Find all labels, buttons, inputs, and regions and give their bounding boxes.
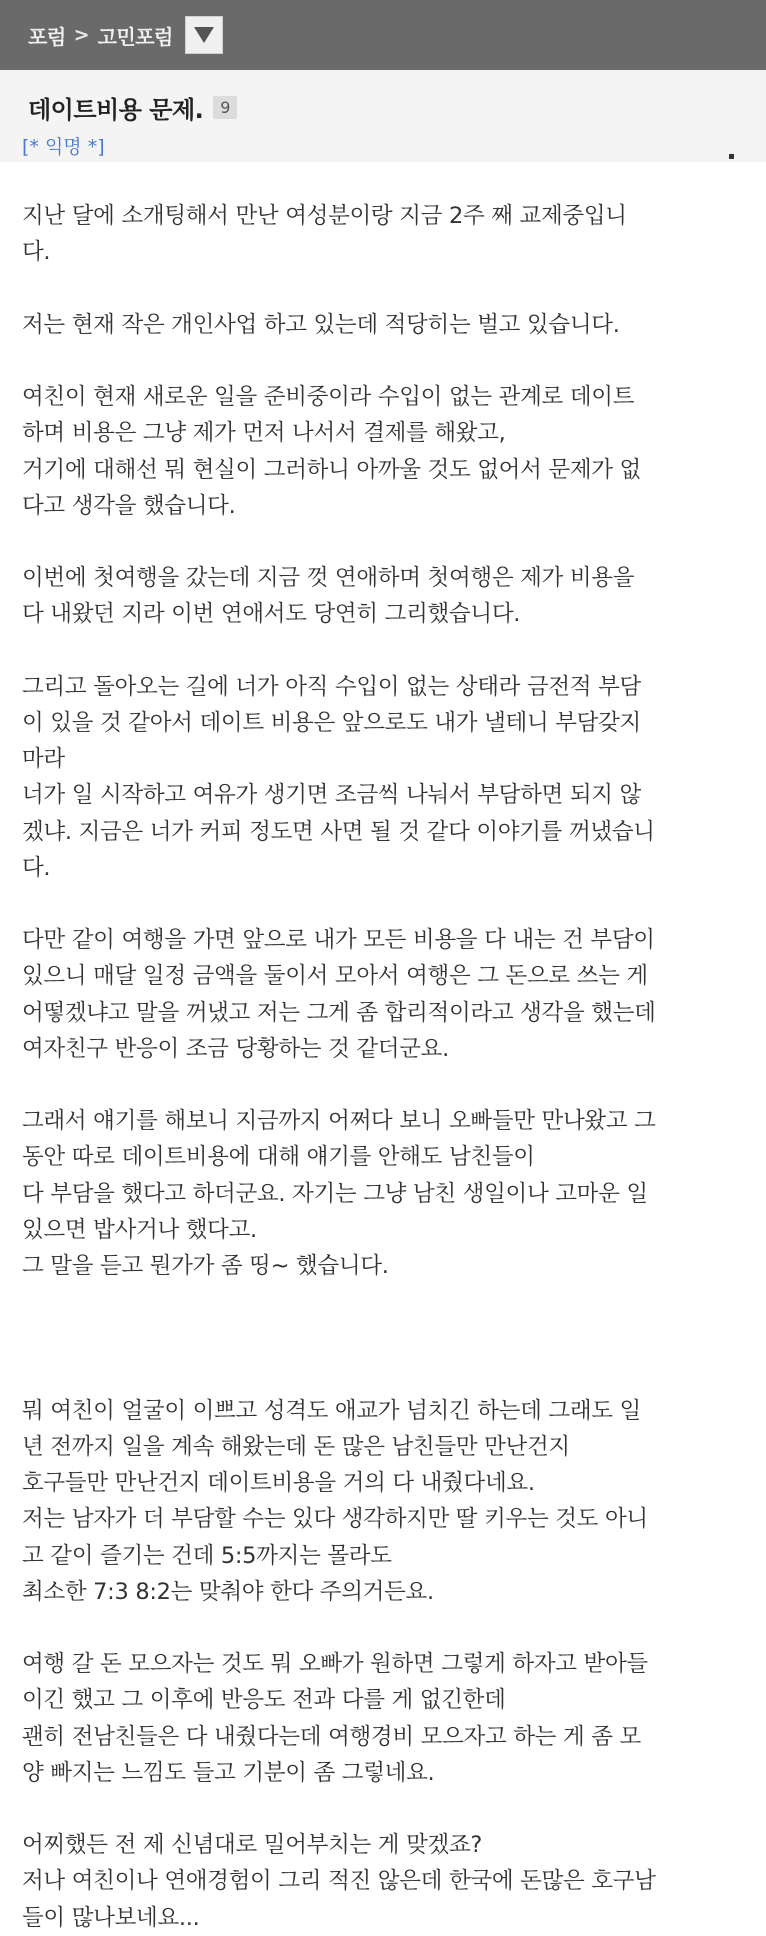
comment-count-badge[interactable]: 9 (213, 96, 237, 119)
body-line: 다. (22, 854, 51, 881)
paragraph-5 (22, 669, 762, 886)
body-line: 다고 생각을 했습니다. (22, 492, 236, 519)
paragraph-8 (22, 1393, 762, 1610)
body-line: 이긴 했고 그 이후에 반응도 전과 다를 게 없긴한데 (22, 1687, 506, 1714)
body-line: 다 내왔던 지라 이번 연애서도 당연히 그리했습니다. (22, 601, 521, 628)
body-line: 그래서 얘기를 해보니 지금까지 어쩌다 보니 오빠들만 만나왔고 그 (22, 1108, 656, 1135)
body-line: 최소한 7:3 8:2는 맞춰야 한다 주의거든요. (22, 1578, 434, 1605)
body-line: 마라 (22, 746, 65, 773)
body-line: 있으니 매달 일정 금액을 둘이서 모아서 여행은 그 돈으로 쓰는 게 (22, 963, 648, 990)
body-line: 괜히 전남친들은 다 내줬다는데 여행경비 모으자고 하는 게 좀 모 (22, 1723, 641, 1750)
body-line: 고 같이 즐기는 건데 5:5까지는 몰라도 (22, 1542, 392, 1569)
paragraph-4 (22, 560, 762, 632)
triangle-down-icon (193, 26, 215, 44)
body-line: 양 빠지는 느낌도 들고 기분이 좀 그렇네요. (22, 1759, 435, 1786)
body-line: 호구들만 만난건지 데이트비용을 거의 다 내줬다네요. (22, 1470, 535, 1497)
body-line: 다 부담을 했다고 하더군요. 자기는 그냥 남친 생일이나 고마운 일 (22, 1180, 648, 1207)
breadcrumb-separator: > (73, 24, 90, 46)
paragraph-1 (22, 198, 762, 270)
body-line: 저는 남자가 더 부담할 수는 있다 생각하지만 딸 키우는 것도 아니 (22, 1506, 648, 1533)
body-line: 그 말을 듣고 뭔가가 좀 띵~ 했습니다. (22, 1252, 389, 1279)
body-line: 하며 비용은 그냥 제가 먼저 나서서 결제를 해왔고, (22, 420, 506, 447)
body-line: 여친이 현재 새로운 일을 준비중이라 수입이 없는 관계로 데이트 (22, 384, 635, 411)
body-line: 다. (22, 239, 51, 266)
body-line: 저는 현재 작은 개인사업 하고 있는데 적당히는 벌고 있습니다. (22, 311, 620, 338)
body-line: 동안 따로 데이트비용에 대해 얘기를 안해도 남친들이 (22, 1144, 535, 1171)
paragraph-3 (22, 379, 762, 524)
body-line: 년 전까지 일을 계속 해왔는데 돈 많은 남친들만 만난건지 (22, 1433, 570, 1460)
body-line: 어떻겠냐고 말을 꺼냈고 저는 그게 좀 합리적이라고 생각을 했는데 (22, 999, 656, 1026)
body-line: 여자친구 반응이 조금 당황하는 것 같더군요. (22, 1035, 449, 1062)
paragraph-2 (22, 307, 762, 343)
body-line: 이 있을 것 같아서 데이트 비용은 앞으로도 내가 낼테니 부담갖지 (22, 709, 641, 736)
body-line: 들이 많나보네요... (22, 1904, 200, 1931)
forum-navbar (0, 0, 766, 70)
body-line: 여행 갈 돈 모으자는 것도 뭐 오빠가 원하면 그렇게 하자고 받아들 (22, 1651, 648, 1678)
body-line: 거기에 대해선 뭐 현실이 그러하니 아까울 것도 없어서 문제가 없 (22, 456, 641, 483)
body-line: 다만 같이 여행을 가면 앞으로 내가 모든 비용을 다 내는 건 부담이 (22, 927, 655, 954)
body-line: 어찌했든 전 제 신념대로 밀어부치는 게 맞겠죠? (22, 1832, 483, 1859)
body-line: 지난 달에 소개팅해서 만난 여성분이랑 지금 2주 째 교제중입니 (22, 203, 627, 230)
breadcrumb-forum[interactable]: 포럼 (28, 24, 66, 49)
body-line: 겠냐. 지금은 너가 커피 정도면 사면 될 것 같다 이야기를 꺼냈습니 (22, 818, 655, 845)
post-body (22, 162, 762, 1936)
body-line: 이번에 첫여행을 갔는데 지금 껏 연애하며 첫여행은 제가 비용을 (22, 565, 635, 592)
more-menu-dot[interactable] (729, 154, 734, 159)
board-dropdown-button[interactable] (185, 16, 223, 54)
paragraph-10 (22, 1827, 762, 1936)
post-title: 데이트비용 문제. (28, 96, 204, 124)
post-header (0, 70, 766, 162)
body-line: 저나 여친이나 연애경험이 그리 적진 않은데 한국에 돈많은 호구남 (22, 1868, 656, 1895)
body-line: 그리고 돌아오는 길에 너가 아직 수입이 없는 상태라 금전적 부담 (22, 673, 641, 700)
body-line: 너가 일 시작하고 여유가 생기면 조금씩 나눠서 부담하면 되지 않 (22, 782, 641, 809)
post-title-row (28, 90, 237, 125)
paragraph-7 (22, 1103, 762, 1284)
paragraph-6 (22, 922, 762, 1067)
body-line: 뭐 여친이 얼굴이 이쁘고 성격도 애교가 넘치긴 하는데 그래도 일 (22, 1397, 641, 1424)
post-author[interactable]: [* 익명 *] (22, 136, 105, 158)
paragraph-9 (22, 1646, 762, 1791)
breadcrumb-current-board[interactable]: 고민포럼 (97, 24, 173, 49)
body-line: 있으면 밥사거나 했다고. (22, 1216, 257, 1243)
